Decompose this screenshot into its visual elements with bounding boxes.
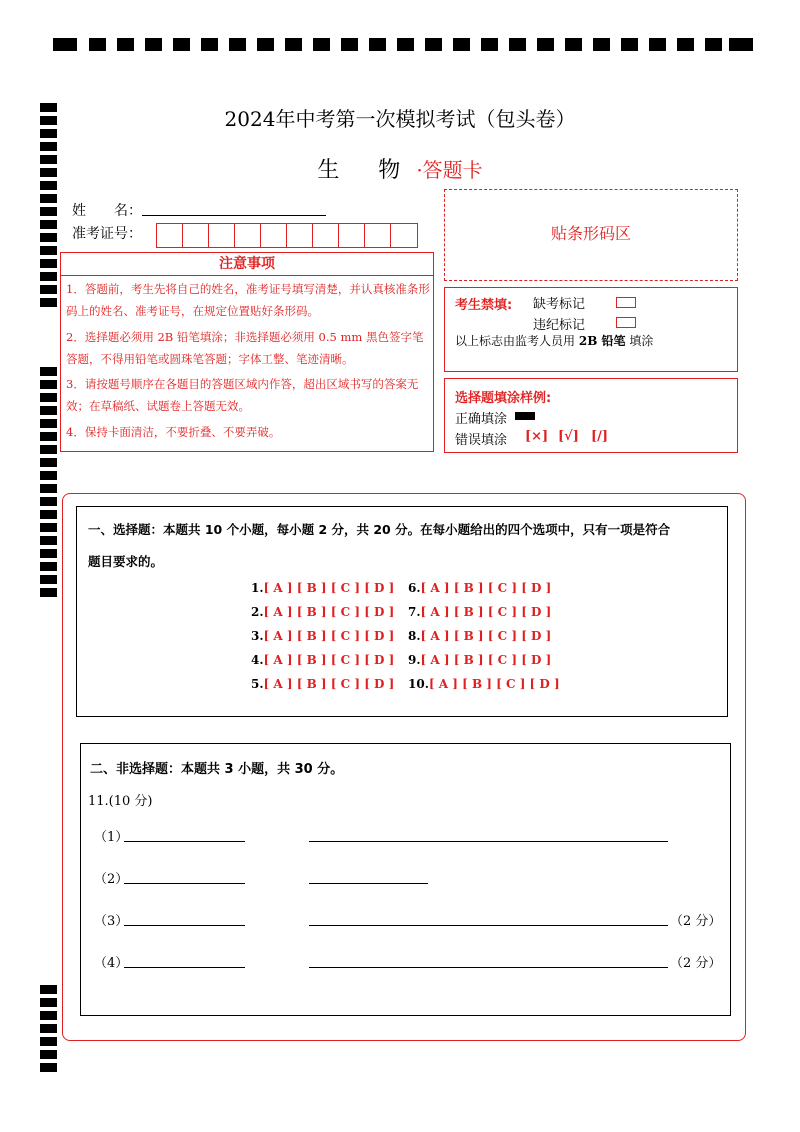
choice-options[interactable]: [ A ] [ B ] [ C ] [ D ]	[420, 605, 552, 619]
exam-title: 2024年中考第一次模拟考试（包头卷）	[224, 107, 576, 131]
choice-number: 5.	[251, 677, 264, 691]
part-2-answer-line-a[interactable]	[124, 883, 245, 884]
example-box	[444, 378, 738, 453]
choice-heading-cont: 题目要求的。	[88, 554, 164, 569]
forbid-note-suffix: 填涂	[629, 334, 654, 348]
notice-item-3: 3．请按题号顺序在各题目的答题区域内作答，超出区域书写的答案无效；在草稿纸、试题卷上答题无效。	[66, 377, 419, 413]
choice-number: 2.	[251, 605, 264, 619]
choice-row-9[interactable]	[408, 653, 551, 667]
id-box[interactable]	[287, 224, 313, 247]
choice-number: 1.	[251, 581, 264, 595]
part-3-points: （2 分）	[670, 914, 722, 929]
choice-row-10[interactable]	[408, 677, 560, 691]
choice-number: 9.	[408, 653, 421, 667]
forbid-note-prefix: 以上标志由监考人员用	[455, 334, 576, 348]
part-1-answer-line-b[interactable]	[309, 841, 668, 842]
correct-fill-sample	[515, 412, 535, 420]
part-2-answer-line-b[interactable]	[309, 883, 428, 884]
wrong-sample-3: [/]	[591, 429, 609, 444]
id-label: 准考证号：	[72, 226, 142, 242]
notice-title: 注意事项	[60, 252, 434, 276]
choice-options[interactable]: [ A ] [ B ] [ C ] [ D ]	[420, 581, 552, 595]
choice-number: 8.	[408, 629, 421, 643]
id-box[interactable]	[313, 224, 339, 247]
part-4-points: （2 分）	[670, 956, 722, 971]
correct-label: 正确填涂	[455, 412, 508, 427]
answer-card-label: ·答题卡	[416, 158, 483, 182]
barcode-area: 贴条形码区	[444, 189, 738, 281]
id-box[interactable]	[391, 224, 417, 247]
notice-item-2: 2．选择题必须用 2B 铅笔填涂；非选择题必须用 0.5 mm 黑色签字笔答题，不得用铅笔或圆珠笔答题；字体工整、笔迹清晰。	[66, 330, 424, 366]
choice-options[interactable]: [ A ] [ B ] [ C ] [ D ]	[263, 653, 395, 667]
choice-options[interactable]: [ A ] [ B ] [ C ] [ D ]	[428, 677, 560, 691]
forbid-note	[455, 332, 653, 349]
notice-item-4: 4．保持卡面清洁，不要折叠、不要弄破。	[66, 425, 281, 439]
part-3-answer-line-a[interactable]	[124, 925, 245, 926]
id-box[interactable]	[365, 224, 391, 247]
part-4-answer-line-b[interactable]	[309, 967, 668, 968]
absent-mark-box[interactable]	[616, 297, 636, 308]
choice-row-2[interactable]	[251, 605, 394, 619]
wrong-sample-2: [√]	[558, 429, 579, 444]
part-3-answer-line-b[interactable]	[309, 925, 668, 926]
choice-number: 7.	[408, 605, 421, 619]
choice-row-6[interactable]	[408, 581, 551, 595]
violation-mark-box[interactable]	[616, 317, 636, 328]
forbid-box	[444, 287, 738, 372]
forbid-note-bold: 2B 铅笔	[578, 334, 626, 348]
part-4-label: （4）	[94, 956, 129, 971]
part-1-label: （1）	[94, 830, 129, 845]
choice-row-8[interactable]	[408, 629, 551, 643]
wrong-label: 错误填涂	[455, 433, 508, 448]
name-field[interactable]	[142, 215, 326, 216]
part-3-label: （3）	[94, 914, 129, 929]
question-11-label: 11.(10 分)	[88, 794, 153, 809]
free-response-heading: 二、非选择题：本题共 3 小题，共 30 分。	[90, 762, 344, 777]
choice-number: 10.	[408, 677, 429, 691]
wrong-sample-1: [×]	[525, 429, 549, 444]
id-box[interactable]	[157, 224, 183, 247]
choice-options[interactable]: [ A ] [ B ] [ C ] [ D ]	[263, 677, 395, 691]
violation-label: 违纪标记	[533, 318, 586, 333]
choice-heading: 一、选择题：本题共 10 个小题，每小题 2 分，共 20 分。在每小题给出的四个选项中，只有一项是符合	[88, 522, 671, 537]
part-4-answer-line-a[interactable]	[124, 967, 245, 968]
choice-options[interactable]: [ A ] [ B ] [ C ] [ D ]	[263, 581, 395, 595]
choice-options[interactable]: [ A ] [ B ] [ C ] [ D ]	[263, 605, 395, 619]
choice-options[interactable]: [ A ] [ B ] [ C ] [ D ]	[263, 629, 395, 643]
part-2-label: （2）	[94, 872, 129, 887]
choice-number: 3.	[251, 629, 264, 643]
choice-options[interactable]: [ A ] [ B ] [ C ] [ D ]	[420, 653, 552, 667]
notice-item-1: 1．答题前，考生先将自己的姓名，准考证号填写清楚，并认真核准条形码上的姓名、准考证号，在规定位置贴好条形码。	[66, 282, 430, 318]
name-label: 姓 名：	[72, 203, 142, 219]
choice-number: 6.	[408, 581, 421, 595]
exam-id-boxes[interactable]	[156, 223, 418, 248]
choice-row-4[interactable]	[251, 653, 394, 667]
example-title: 选择题填涂样例:	[455, 391, 552, 406]
free-response-section	[80, 743, 731, 1016]
id-box[interactable]	[235, 224, 261, 247]
id-box[interactable]	[183, 224, 209, 247]
choice-number: 4.	[251, 653, 264, 667]
id-box[interactable]	[339, 224, 365, 247]
subject-title	[0, 153, 800, 184]
choice-row-3[interactable]	[251, 629, 394, 643]
choice-row-7[interactable]	[408, 605, 551, 619]
forbid-title: 考生禁填:	[455, 298, 513, 313]
absent-label: 缺考标记	[533, 297, 586, 312]
top-timing-marks	[53, 38, 753, 51]
part-1-answer-line-a[interactable]	[124, 841, 245, 842]
id-box[interactable]	[261, 224, 287, 247]
id-box[interactable]	[209, 224, 235, 247]
choice-row-1[interactable]	[251, 581, 394, 595]
choice-options[interactable]: [ A ] [ B ] [ C ] [ D ]	[420, 629, 552, 643]
subject-name: 生 物	[317, 158, 417, 183]
choice-row-5[interactable]	[251, 677, 394, 691]
